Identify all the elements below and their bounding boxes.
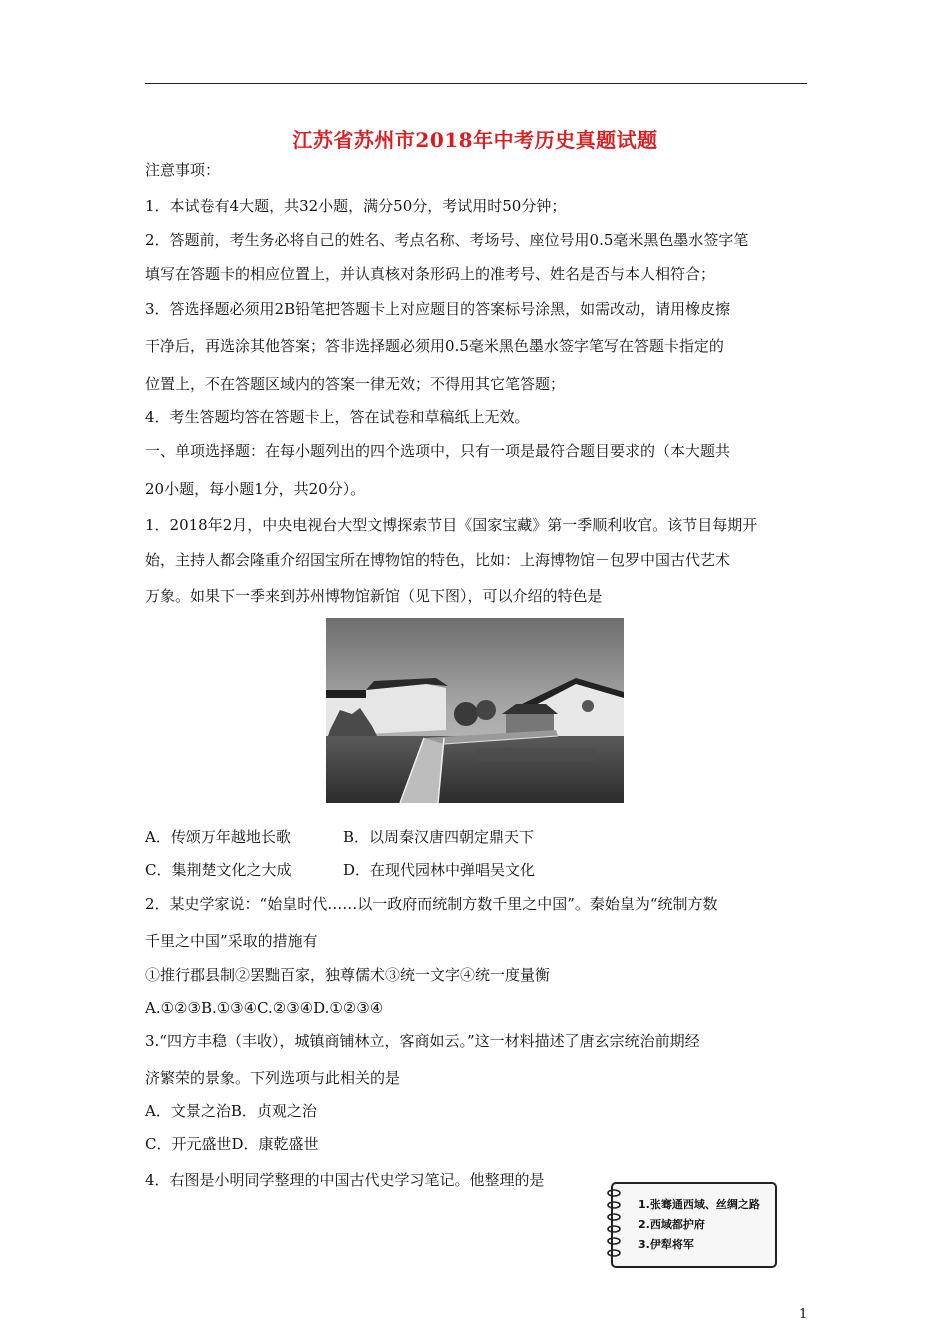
q3-stem: 济繁荣的景象。下列选项与此相关的是: [145, 1069, 401, 1087]
notice-line: 2．答题前，考生务必将自己的姓名、考点名称、考场号、座位号用0.5毫米黑色墨水签字笔: [145, 231, 749, 249]
q1-stem: 1．2018年2月，中央电视台大型文博探索节目《国家宝藏》第一季顺利收官。该节目每期开: [145, 516, 758, 534]
page-number: 1: [799, 1307, 808, 1322]
q3-stem: 3.“四方丰稳（丰收），城镇商铺林立，客商如云。”这一材料描述了唐玄宗统治前期经: [145, 1032, 700, 1050]
notice-line: 位置上，不在答题区域内的答案一律无效；不得用其它笔答题；: [145, 375, 566, 393]
notice-heading: 注意事项：: [145, 161, 221, 179]
header-rule: [145, 83, 807, 84]
notice-line: 填写在答题卡的相应位置上，并认真核对条形码上的准考号、姓名是否与本人相符合；: [145, 265, 716, 283]
note-item: 2.西域都护府: [638, 1218, 705, 1231]
page-title: 江苏省苏州市2018年中考历史真题试题: [292, 128, 658, 152]
section-heading-cont: 20小题，每小题1分，共20分）。: [145, 480, 366, 498]
suzhou-museum-photo: [326, 618, 624, 803]
notice-line: 3．答选择题必须用2B铅笔把答题卡上对应题目的答案标号涂黑，如需改动，请用橡皮擦: [145, 300, 731, 318]
q2-statements: ①推行郡县制②罢黜百家，独尊儒术③统一文字④统一度量衡: [145, 966, 551, 984]
q3-options: C．开元盛世D．康乾盛世: [145, 1135, 319, 1153]
note-item: 1.张骞通西域、丝绸之路: [638, 1198, 760, 1211]
q1-option-c: C．集荆楚文化之大成: [145, 861, 292, 879]
notice-line: 干净后，再选涂其他答案；答非选择题必须用0.5毫米黑色墨水签字笔写在答题卡指定的: [145, 337, 724, 355]
q1-stem: 万象。如果下一季来到苏州博物馆新馆（见下图），可以介绍的特色是: [145, 587, 603, 605]
q1-stem: 始，主持人都会隆重介绍国宝所在博物馆的特色，比如：上海博物馆－包罗中国古代艺术: [145, 551, 731, 569]
q1-option-a: A．传颂万年越地长歌: [145, 828, 291, 846]
section-heading: 一、单项选择题：在每小题列出的四个选项中，只有一项是最符合题目要求的（本大题共: [145, 442, 731, 460]
q1-option-b: B．以周秦汉唐四朝定鼎天下: [343, 828, 535, 846]
notice-line: 4．考生答题均答在答题卡上，答在试卷和草稿纸上无效。: [145, 408, 530, 426]
q2-stem: 2．某史学家说：“始皇时代……以一政府而统制方数千里之中国”。秦始皇为“统制方数: [145, 895, 718, 913]
q4-stem: 4．右图是小明同学整理的中国古代史学习笔记。他整理的是: [145, 1171, 545, 1189]
q3-options: A．文景之治B．贞观之治: [145, 1102, 317, 1120]
q2-options: A.①②③B.①③④C.②③④D.①②③④: [145, 999, 384, 1017]
q2-stem: 千里之中国”采取的措施有: [145, 932, 318, 950]
q1-option-d: D．在现代园林中弹唱吴文化: [343, 861, 536, 879]
note-item: 3.伊犁将军: [638, 1238, 694, 1251]
notice-line: 1．本试卷有4大题，共32小题，满分50分，考试用时50分钟；: [145, 197, 567, 215]
